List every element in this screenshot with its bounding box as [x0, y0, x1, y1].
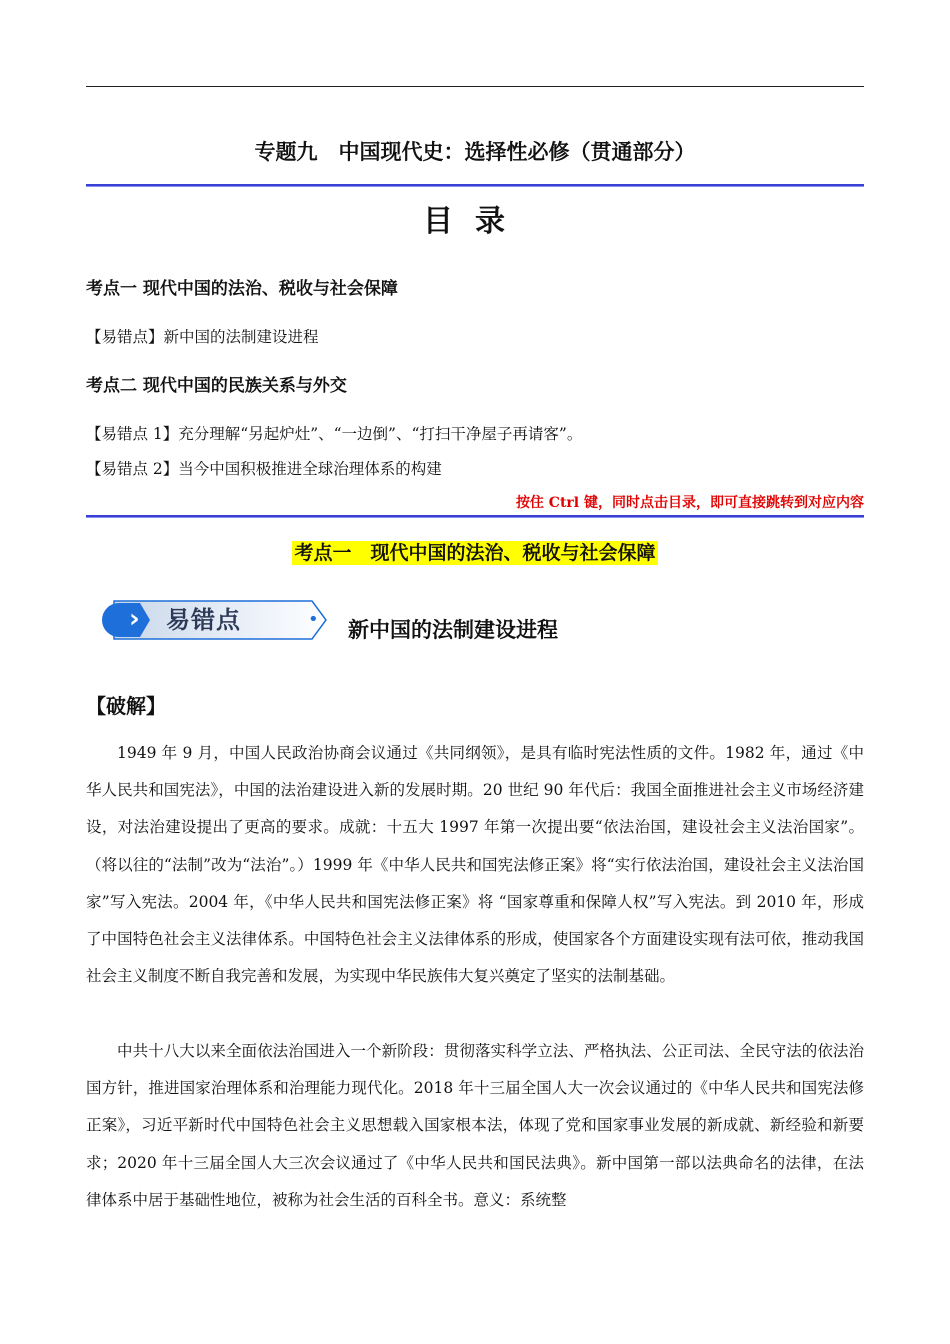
toc-heading: 目录 [423, 204, 527, 239]
dot-icon: • [308, 609, 319, 630]
title-divider [86, 184, 864, 187]
toc-item-2-2[interactable]: 【易错点 2】当今中国积极推进全球治理体系的构建 [86, 460, 442, 478]
toc-item-2-1[interactable]: 【易错点 1】充分理解“另起炉灶”、“一边倒”、“打扫干净屋子再请客”。 [86, 425, 583, 443]
toc-item-1-1[interactable]: 【易错点】新中国的法制建设进程 [86, 328, 319, 346]
ctrl-click-note: 按住 Ctrl 键，同时点击目录，即可直接跳转到对应内容 [515, 495, 864, 511]
chevron-right-icon: › [129, 604, 140, 634]
error-point-title: 新中国的法制建设进程 [348, 617, 558, 642]
document-title: 专题九 中国现代史：选择性必修（贯通部分） [254, 139, 696, 164]
pojie-heading: 【破解】 [86, 694, 166, 718]
banner-label: 易错点 [166, 606, 241, 634]
section-title [86, 538, 864, 565]
paragraph-1: 1949 年 9 月，中国人民政治协商会议通过《共同纲领》，是具有临时宪法性质的文件。1982 年，通过《中华人民共和国宪法》，中国的法治建设进入新的发展时期。20 世纪 90 年代后：我国全面推进社会主义市场经济建设，对法治建设提出了更高的要求。成就：十五大 1997 年第一次提出要“依法治国，建设社会主义法治国家”。（将以往的“法制”改为“法治”。）1999 年《中华人民共和国宪法修正案》将“实行依法治国，建设社会主义法治国家”写入宪法。2004 年，《中华人民共和国宪法修正案》将 “国家尊重和保障人权”写入宪法。到 2010 年，形成了中国特色社会主义法律体系。中国特色社会主义法律体系的形成，使国家各个方面建设实现有法可依，推动我国社会主义制度不断自我完善和发展，为实现中华民族伟大复兴奠定了坚实的法制基础。 [86, 744, 864, 986]
toc-section-2[interactable]: 考点二 现代中国的民族关系与外交 [86, 376, 347, 396]
header-rule [86, 86, 864, 87]
toc-section-1[interactable]: 考点一 现代中国的法治、税收与社会保障 [86, 279, 398, 299]
paragraph-2: 中共十八大以来全面依法治国进入一个新阶段：贯彻落实科学立法、严格执法、公正司法、全民守法的依法治国方针，推进国家治理体系和治理能力现代化。2018 年十三届全国人大一次会议通过的《中华人民共和国宪法修正案》，习近平新时代中国特色社会主义思想载入国家根本法，体现了党和国家事业发展的新成就、新经验和新要求；2020 年十三届全国人大三次会议通过了《中华人民共和国民法典》。新中国第一部以法典命名的法律，在法律体系中居于基础性地位，被称为社会生活的百科全书。意义：系统整 [86, 1042, 864, 1209]
toc-divider [86, 515, 864, 518]
section-title-text: 考点一 现代中国的法治、税收与社会保障 [294, 542, 656, 564]
